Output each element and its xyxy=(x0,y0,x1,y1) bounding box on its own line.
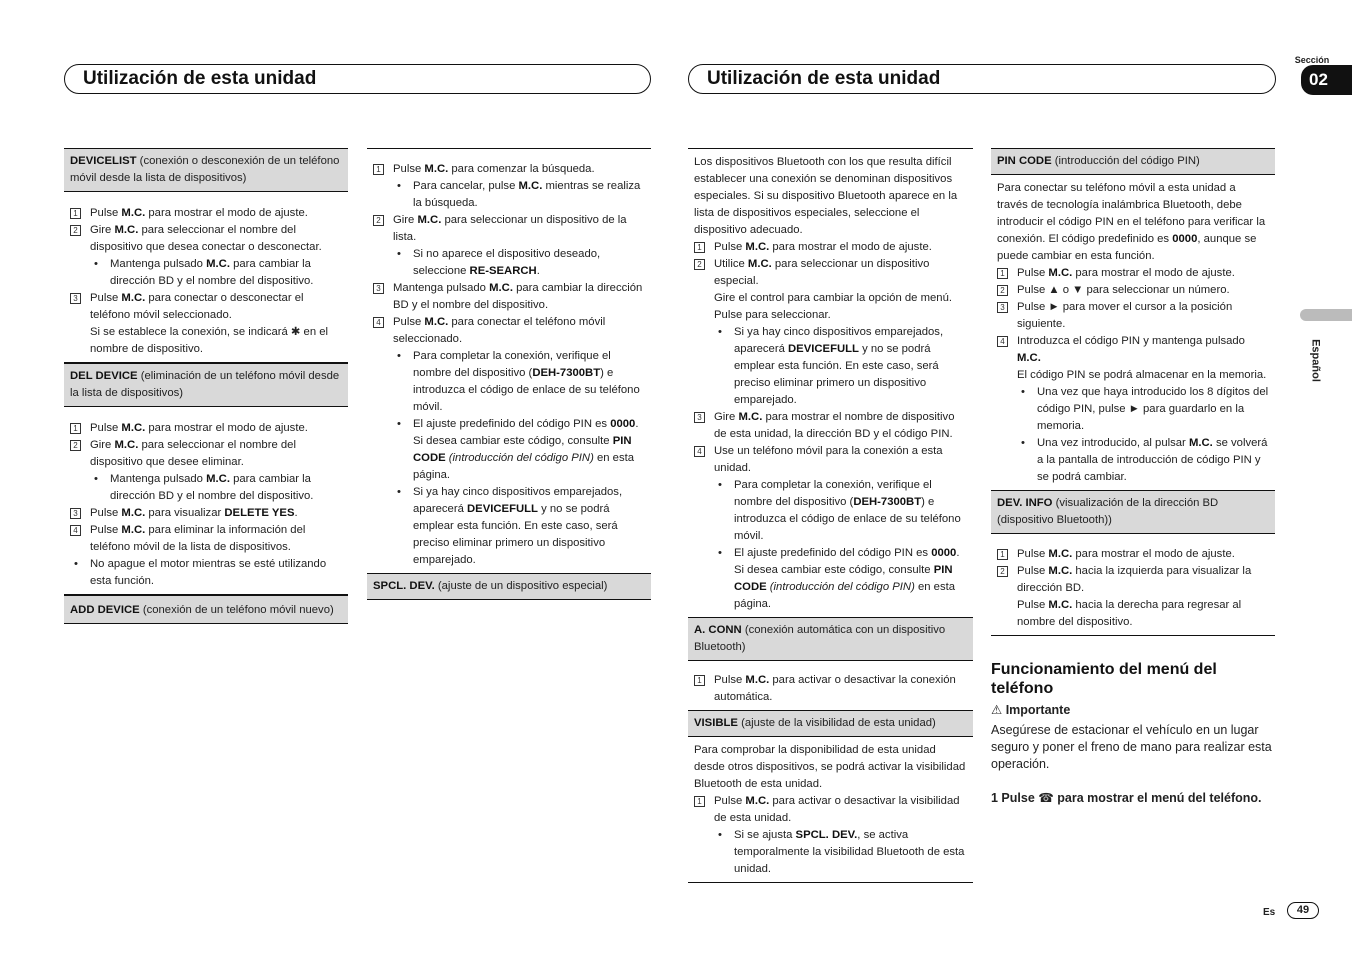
column-1 xyxy=(64,148,348,624)
spcl-dev-box xyxy=(367,574,651,600)
language-tab xyxy=(1300,309,1352,321)
page-number: 49 xyxy=(1287,902,1319,919)
add-device-desc: (conexión de un teléfono móvil nuevo) xyxy=(139,604,334,616)
pin-code-desc: (introducción del código PIN) xyxy=(1051,155,1200,167)
column-3 xyxy=(688,148,973,883)
visible-key: VISIBLE xyxy=(694,717,738,729)
column-4 xyxy=(991,148,1275,807)
pin-code-key: PIN CODE xyxy=(997,155,1052,167)
dev-info-desc: (visualización de la dirección BD (dispositivo Bluetooth)) xyxy=(997,497,1219,526)
devicelist-steps xyxy=(64,192,348,363)
step: 3 Pulse M.C. para conectar o desconectar el teléfono móvil seleccionado. xyxy=(70,290,342,324)
spcl-dev-desc: (ajuste de un dispositivo especial) xyxy=(434,580,608,592)
add-device-box xyxy=(64,595,348,624)
pin-code-steps: Para conectar su teléfono móvil a esta unidad a través de tecnología inalámbrica Bluetooth, debe introducir el código PIN en el teléfono para verificar la conexión. El código predefinido es 0000, aunque se puede cambiar en esta función. 1 Pulse M.C. para mostrar el modo de ajuste. 2 Pulse ▲ o ▼ para seleccionar un número. 3 Pulse ► para mover el cursor a la posición siguiente. 4 Introduzca el código PIN y mantenga pulsado M.C. El código PIN se podrá almacenar en la memoria. • Una vez que haya introducido los 8 dígitos del código PIN, pulse ► para guardarlo en la memoria. • Una vez introducido, al pulsar M.C. se volverá a la pantalla de introducción de código PIN y se podrá cambiar. xyxy=(991,175,1275,491)
column-2 xyxy=(367,148,651,600)
a-conn-steps: 1 Pulse M.C. para activar o desactivar la conexión automática. xyxy=(688,661,973,711)
a-conn-desc: (conexión automática con un dispositivo Bluetooth) xyxy=(694,624,946,653)
devicelist-box xyxy=(64,148,348,192)
a-conn-box xyxy=(688,618,973,661)
important-icon: ⚠ xyxy=(991,703,1006,717)
section-label: Sección xyxy=(1294,55,1330,65)
visible-desc: (ajuste de la visibilidad de esta unidad) xyxy=(737,717,936,729)
page-title-left: Utilización de esta unidad xyxy=(64,64,651,94)
dev-info-box xyxy=(991,491,1275,534)
section-heading: Funcionamiento del menú del teléfono xyxy=(991,661,1217,697)
del-device-steps: 1 Pulse M.C. para mostrar el modo de ajuste. 2 Gire M.C. para seleccionar el nombre del dispositivo que desee eliminar. • Mantenga pulsado M.C. para cambiar la dirección BD y el nombre del dispositivo. 3 Pulse M.C. para visualizar DELETE YES. 4 Pulse M.C. para eliminar la información del teléfono móvil de la lista de dispositivos. • No apague el motor mientras se esté utilizando esta función. xyxy=(64,407,348,595)
pin-code-box xyxy=(991,148,1275,175)
important-label: ⚠ Importante xyxy=(991,703,1071,717)
dev-info-key: DEV. INFO xyxy=(997,497,1053,509)
language-label: Español xyxy=(1309,339,1322,382)
search-steps: 1 Pulse M.C. para comenzar la búsqueda. • Para cancelar, pulse M.C. mientras se realiza la búsqueda. 2 Gire M.C. para seleccionar un dispositivo de la lista. • Si no aparece el dispositivo deseado, seleccione RE-SEARCH. 3 Mantenga pulsado M.C. para cambiar la dirección BD y el nombre del dispositivo. 4 Pulse M.C. para conectar el teléfono móvil seleccionado. • Para completar la conexión, verifique el nombre del dispositivo (DEH-7300BT) e introduzca el código de enlace de su teléfono móvil. • El ajuste predefinido del código PIN es 0000. Si desea cambiar este código, consulte PIN CODE (introducción del código PIN) en esta página. • Si ya hay cinco dispositivos emparejados, aparecerá DEVICEFULL y no se podrá emplear esta función. En este caso, será preciso eliminar primero un dispositivo emparejado. xyxy=(367,148,651,574)
note: Si se establece la conexión, se indicará ✱ en el nombre de dispositivo. xyxy=(90,326,329,355)
footer-lang: Es xyxy=(1263,907,1276,918)
del-device-key: DEL DEVICE xyxy=(70,370,138,382)
phone-step-1: 1 Pulse ☎ para mostrar el menú del teléfono. xyxy=(991,791,1262,805)
section-number: 02 xyxy=(1301,65,1352,95)
bullet: • Mantenga pulsado M.C. para cambiar la dirección BD y el nombre del dispositivo. xyxy=(70,256,342,290)
del-device-desc: (eliminación de un teléfono móvil desde la lista de dispositivos) xyxy=(70,370,340,399)
page-title-right: Utilización de esta unidad xyxy=(688,64,1276,94)
step: 2 Gire M.C. para seleccionar el nombre del dispositivo que desea conectar o desconectar. xyxy=(70,222,342,256)
visible-steps: Para comprobar la disponibilidad de esta unidad desde otros dispositivos, se podrá activar la visibilidad Bluetooth de esta unidad. 1 Pulse M.C. para activar o desactivar la visibilidad de esta unidad. • Si se ajusta SPCL. DEV., se activa temporalmente la visibilidad Bluetooth de esta unidad. xyxy=(688,737,973,883)
add-device-key: ADD DEVICE xyxy=(70,604,140,616)
spcl-dev-key: SPCL. DEV. xyxy=(373,580,435,592)
visible-box xyxy=(688,711,973,737)
del-device-box xyxy=(64,363,348,407)
dev-info-steps: 1 Pulse M.C. para mostrar el modo de ajuste. 2 Pulse M.C. hacia la izquierda para visualizar la dirección BD. Pulse M.C. hacia la derecha para regresar al nombre del dispositivo. xyxy=(991,534,1275,636)
step: 1 Pulse M.C. para mostrar el modo de ajuste. xyxy=(70,205,342,222)
important-text: Asegúrese de estacionar el vehículo en un lugar seguro y poner el freno de mano para realizar esta operación. xyxy=(991,723,1272,771)
special-devices: Los dispositivos Bluetooth con los que resulta difícil establecer una conexión se denominan dispositivos especiales. Si su dispositivo Bluetooth aparece en la lista de dispositivos especiales, seleccione el dispositivo adecuado. 1 Pulse M.C. para mostrar el modo de ajuste. 2 Utilice M.C. para seleccionar un dispositivo especial. Gire el control para cambiar la opción de menú. Pulse para seleccionar. • Si ya hay cinco dispositivos emparejados, aparecerá DEVICEFULL y no se podrá emplear esta función. En este caso, será preciso eliminar primero un dispositivo emparejado. 3 Gire M.C. para mostrar el nombre de dispositivo de esta unidad, la dirección BD y el código PIN. 4 Use un teléfono móvil para la conexión a esta unidad. • Para completar la conexión, verifique el nombre del dispositivo (DEH-7300BT) e introduzca el código de enlace de su teléfono móvil. • El ajuste predefinido del código PIN es 0000. Si desea cambiar este código, consulte PIN CODE (introducción del código PIN) en esta página. xyxy=(688,148,973,618)
phone-menu-section xyxy=(991,660,1275,807)
devicelist-desc: (conexión o desconexión de un teléfono móvil desde la lista de dispositivos) xyxy=(70,155,340,184)
devicelist-key: DEVICELIST xyxy=(70,155,137,167)
a-conn-key: A. CONN xyxy=(694,624,742,636)
